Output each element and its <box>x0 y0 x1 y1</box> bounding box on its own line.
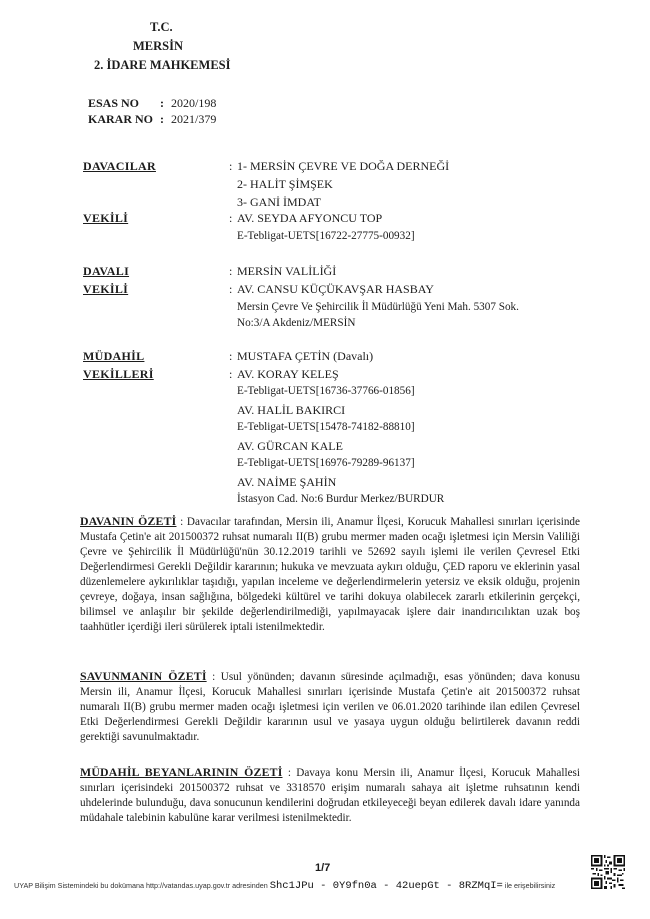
vekil-4: AV. NAİME ŞAHİN <box>237 475 337 489</box>
footer-verification-code: Shc1JPu - 0Y9fn0a - 42uepGt - 8RZMqI= <box>269 880 503 892</box>
qr-code <box>591 855 625 889</box>
mudahil-beyan-ozeti <box>80 765 580 826</box>
vekil-4-address: İstasyon Cad. No:6 Burdur Merkez/BURDUR <box>237 493 445 505</box>
mudahil-sep: : <box>229 349 233 363</box>
mudahil-beyan-sep: : <box>287 767 291 779</box>
davacilar-sep: : <box>229 159 233 173</box>
savunma-ozeti-text: Usul yönünden; davanın süresinde açılmadığı, esas yönünden; dava konusu Mersin ili, Anamur İlçesi, Korucuk Mahallesi sınırları içerisinde Mustafa Çetin'e ait 201500372 ruhsat numaralı II(B) grubu mermer maden ocağı işletmesi için verilen ve 06.01.2020 tarihinde ilan edilen Çevresel Etki Değerlendirmesi Gerekli Değildir kararının usul ve yasaya uygun olduğu belirtilerek davanın reddi gerektiği savunulmaktadır. <box>80 671 581 743</box>
vekil-1-uets: E-Tebligat-UETS[16736-37766-01856] <box>237 385 415 397</box>
vekilleri-sep: : <box>229 367 233 381</box>
davali-vekili-name: AV. CANSU KÜÇÜKAVŞAR HASBAY <box>237 282 434 296</box>
footer-prefix: UYAP Bilişim Sistemindeki bu dokümana http://vatandas.uyap.gov.tr adresinden <box>14 881 268 890</box>
davali-name: MERSİN VALİLİĞİ <box>237 264 337 278</box>
vekilleri-label: VEKİLLERİ <box>83 367 154 381</box>
page-number: 1/7 <box>315 862 331 874</box>
court-name: 2. İDARE MAHKEMESİ <box>94 58 231 72</box>
davacilar-label: DAVACILAR <box>83 159 156 173</box>
header-tc: T.C. <box>150 20 173 34</box>
davali-vekili-label: VEKİLİ <box>83 282 129 296</box>
vekil-1: AV. KORAY KELEŞ <box>237 367 339 381</box>
mudahil-label: MÜDAHİL <box>83 349 145 363</box>
vekil-3: AV. GÜRCAN KALE <box>237 439 343 453</box>
dava-ozeti-sep: : <box>180 516 184 528</box>
karar-sep: : <box>160 112 164 126</box>
davali-label: DAVALI <box>83 264 130 278</box>
vekili-label: VEKİLİ <box>83 211 129 225</box>
karar-label: KARAR NO <box>88 112 153 126</box>
dava-ozeti-text: Davacılar tarafından, Mersin ili, Anamur İlçesi, Korucuk Mahallesi sınırları içerisinde Mustafa Çetin'e ait 201500372 ruhsat numaralı II(B) grubu mermer maden ocağı işletmesi için Mersin Valiliği Çevre ve Şehircilik İl Müdürlüğü'nün 30.12.2019 tarihli ve 52692 sayılı işlemi ile verilen Çevresel Etki Değerlendirmesi Gerekli Değildir kararının; hukuka ve mevzuata aykırı olduğu, ÇED raporu ve eklerinin yasal düzenlemelere aykırılıklar taşıdığı, yapılan inceleme ve değerlendirmelerin yetersiz ve eksik olduğu, projenin çevreye, doğaya, insan sağlığına, bölgedeki kültürel ve tarihi dokuya olabilecek zararlı etkilerinin gerçekçi, bilimsel ve anlaşılır bir şekilde değerlendirilmediği, yapılmayacak işlere dair inandırıcılıktan uzak boş taahhütler içerdiği ileri sürülerek iptali istenilmektedir. <box>80 516 580 633</box>
mudahil-beyan-label: MÜDAHİL BEYANLARININ ÖZETİ <box>80 765 283 779</box>
esas-value: 2020/198 <box>171 96 217 110</box>
vekil-2-uets: E-Tebligat-UETS[15478-74182-88810] <box>237 421 415 433</box>
footer-suffix: ile erişebilirsiniz <box>504 881 556 890</box>
davaci-3: 3- GANİ İMDAT <box>237 195 321 209</box>
davali-sep: : <box>229 264 233 278</box>
davali-vekili-address-2: No:3/A Akdeniz/MERSİN <box>237 317 356 329</box>
dava-ozeti-label: DAVANIN ÖZETİ <box>80 514 177 528</box>
esas-sep: : <box>160 96 164 110</box>
dava-ozeti <box>80 514 580 635</box>
mudahil-beyan-text: Davaya konu Mersin ili, Anamur İlçesi, Korucuk Mahallesi sınırları içerisindeki 201500372 ruhsat ve 3318570 erişim numaralı sahaya ait işletme ruhsatının kendi uhdelerinde bulunduğu, dava sonucunun kendilerini doğrudan etkileyeceği beyan edilerek davalı idare yanında müdahale talebinin kabulüne karar verilmesi istenilmektedir. <box>80 767 581 824</box>
esas-label: ESAS NO <box>88 96 140 110</box>
footer-note <box>14 880 555 892</box>
header-city: MERSİN <box>133 39 184 53</box>
vekili-sep: : <box>229 211 233 225</box>
vekili-uets: E-Tebligat-UETS[16722-27775-00932] <box>237 230 415 242</box>
davali-vekili-address-1: Mersin Çevre Ve Şehircilik İl Müdürlüğü Yeni Mah. 5307 Sok. <box>237 301 519 313</box>
savunma-ozeti-label: SAVUNMANIN ÖZETİ <box>80 669 207 683</box>
vekil-3-uets: E-Tebligat-UETS[16976-79289-96137] <box>237 457 415 469</box>
davaci-2: 2- HALİT ŞİMŞEK <box>237 177 333 191</box>
karar-value: 2021/379 <box>171 112 217 126</box>
mudahil-name: MUSTAFA ÇETİN (Davalı) <box>237 349 374 363</box>
davali-vekili-sep: : <box>229 282 233 296</box>
savunma-ozeti-sep: : <box>212 671 216 683</box>
vekil-2: AV. HALİL BAKIRCI <box>237 403 346 417</box>
davaci-1: 1- MERSİN ÇEVRE VE DOĞA DERNEĞİ <box>237 159 450 173</box>
savunma-ozeti <box>80 669 580 745</box>
vekili-name: AV. SEYDA AFYONCU TOP <box>237 211 383 225</box>
